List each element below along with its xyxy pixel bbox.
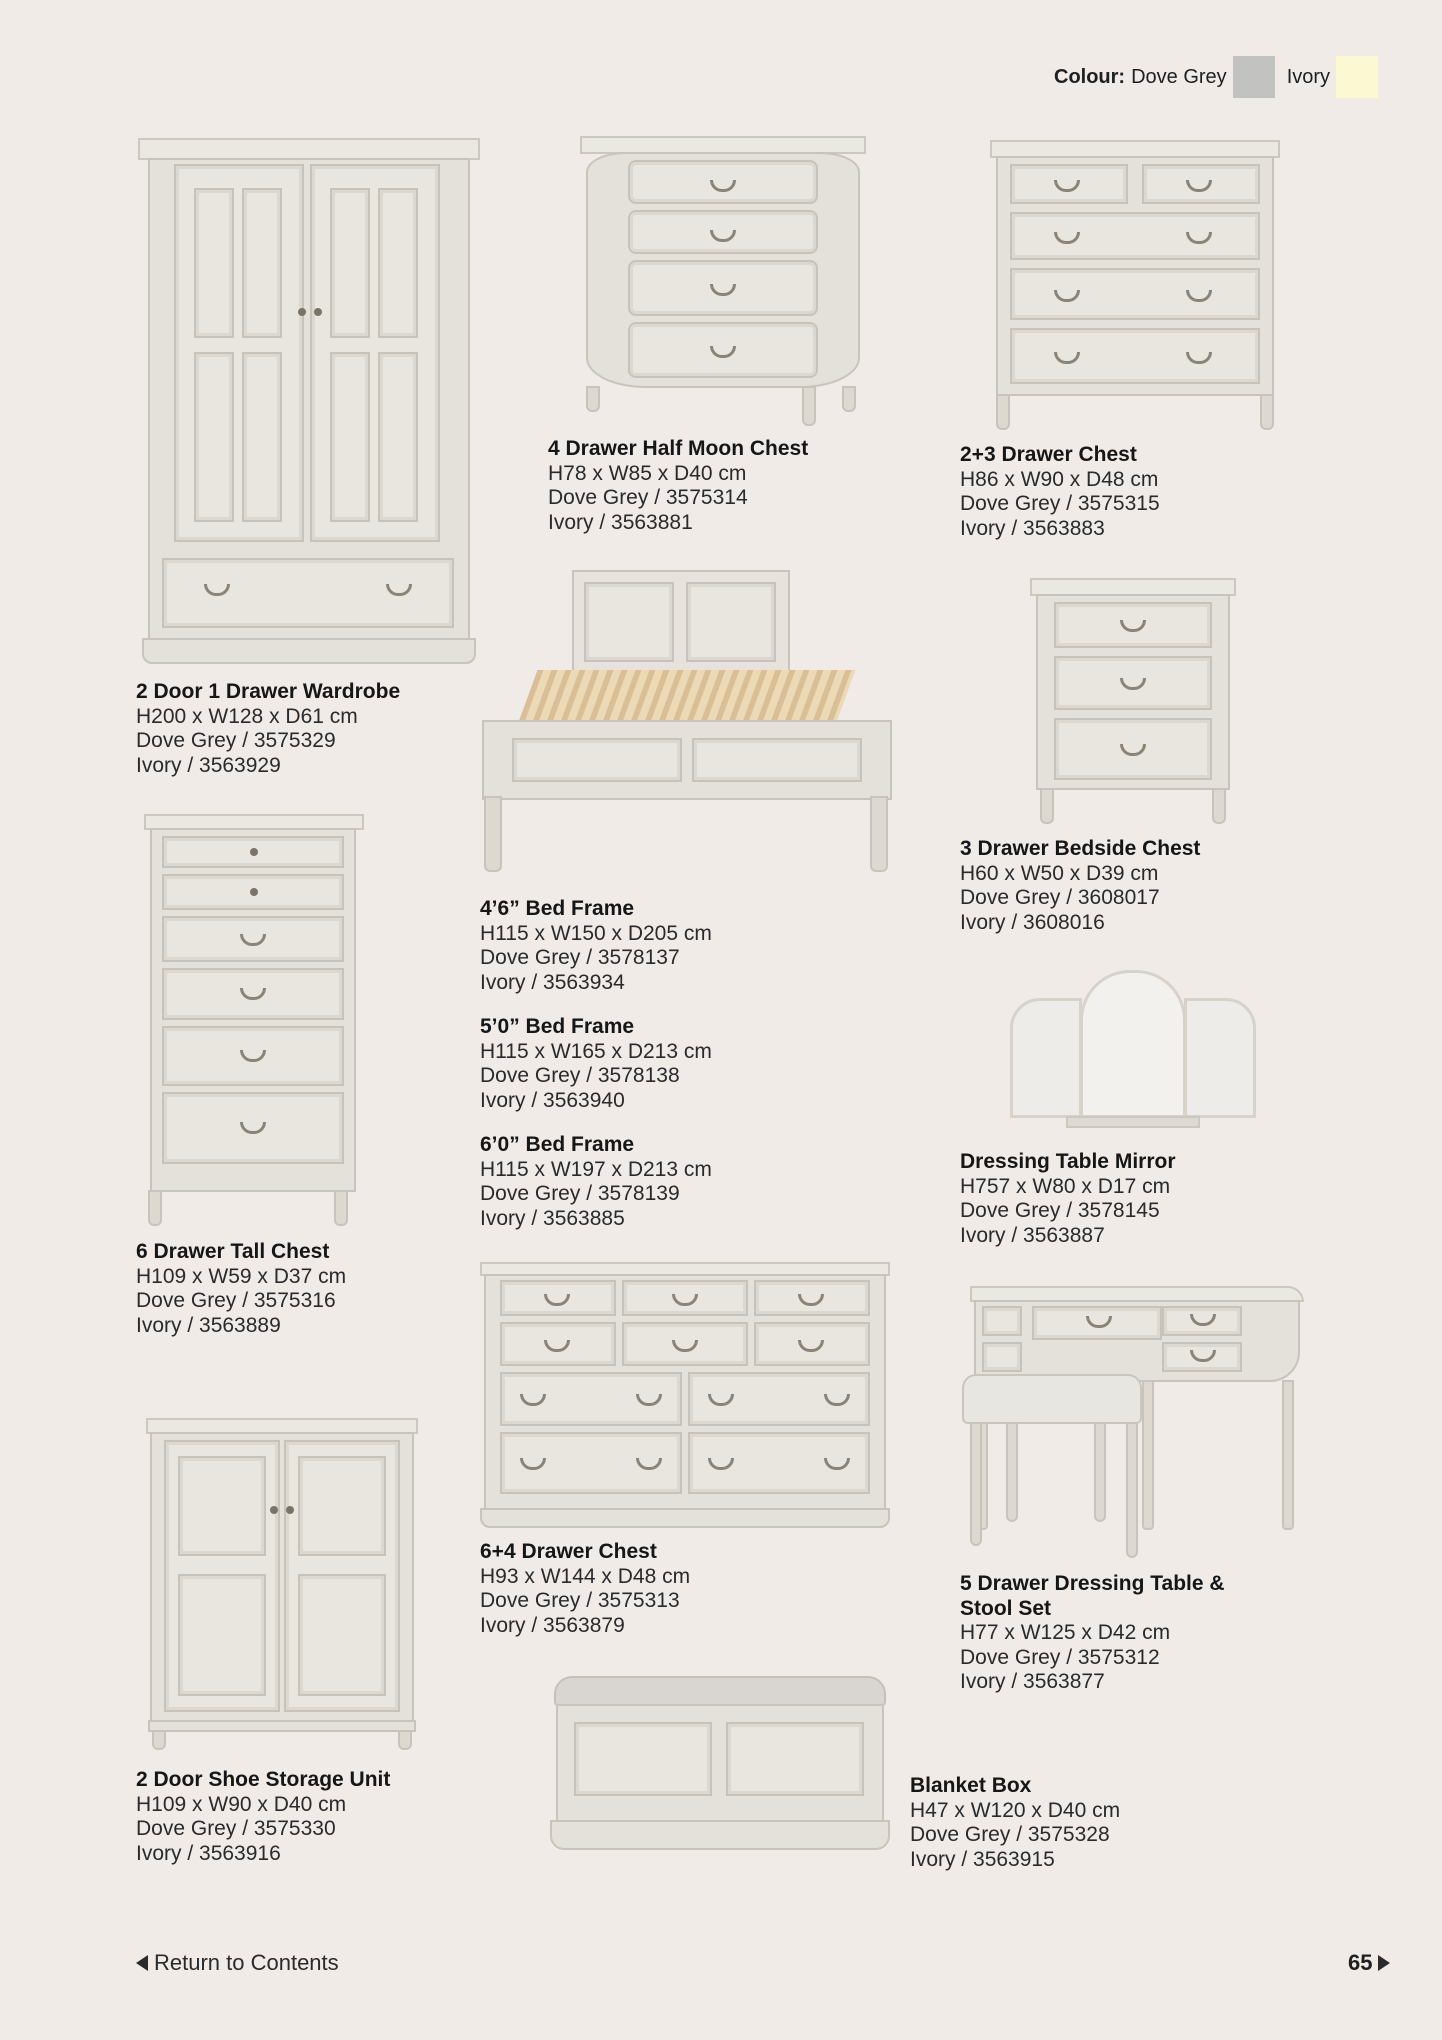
return-to-contents-link[interactable] xyxy=(136,1950,339,1976)
product-dims: H115 x W150 x D205 cm xyxy=(480,921,712,945)
product-dims: H78 x W85 x D40 cm xyxy=(548,461,747,485)
product-dims: H47 x W120 x D40 cm xyxy=(910,1798,1121,1822)
bed-frame-60-caption xyxy=(480,1133,712,1231)
shoe-storage-unit-image xyxy=(146,1418,418,1750)
product-name: 6’0” Bed Frame xyxy=(480,1133,635,1156)
tall-chest-image xyxy=(144,814,364,1228)
product-dims: H757 x W80 x D17 cm xyxy=(960,1174,1171,1198)
tall-chest-caption xyxy=(136,1240,346,1338)
product-code-grey: Dove Grey / 3578145 xyxy=(960,1199,1160,1222)
product-dims: H60 x W50 x D39 cm xyxy=(960,861,1159,885)
colour-label: Colour: xyxy=(1054,65,1126,88)
product-code-grey: Dove Grey / 3578137 xyxy=(480,946,680,969)
product-name-line-2: Stool Set xyxy=(960,1596,1052,1620)
product-code-grey: Dove Grey / 3608017 xyxy=(960,886,1160,909)
two-three-drawer-chest-image xyxy=(990,140,1280,432)
product-code-ivory: Ivory / 3563889 xyxy=(136,1313,281,1337)
arrow-left-icon xyxy=(136,1955,148,1971)
page-number xyxy=(1348,1950,1390,1976)
product-code-grey: Dove Grey / 3578138 xyxy=(480,1064,680,1087)
product-dims: H86 x W90 x D48 cm xyxy=(960,467,1159,491)
product-dims: H115 x W165 x D213 cm xyxy=(480,1039,712,1063)
blanket-box-image xyxy=(550,1676,890,1852)
product-dims: H200 x W128 x D61 cm xyxy=(136,704,358,728)
product-code-grey: Dove Grey / 3575330 xyxy=(136,1817,336,1840)
product-name: Dressing Table Mirror xyxy=(960,1150,1176,1173)
product-dims: H77 x W125 x D42 cm xyxy=(960,1621,1171,1644)
dressing-table-mirror-caption xyxy=(960,1150,1176,1248)
product-dims: H109 x W59 x D37 cm xyxy=(136,1264,347,1288)
return-to-contents-label: Return to Contents xyxy=(154,1950,339,1975)
product-name: Blanket Box xyxy=(910,1774,1032,1797)
bed-frame-46-caption xyxy=(480,897,712,995)
product-code-ivory: Ivory / 3563879 xyxy=(480,1613,625,1637)
product-code-ivory: Ivory / 3563915 xyxy=(910,1847,1055,1871)
swatch-dove-grey[interactable] xyxy=(1233,56,1275,98)
swatch-ivory[interactable] xyxy=(1336,56,1378,98)
product-code-ivory: Ivory / 3563883 xyxy=(960,516,1105,540)
next-page-arrow-icon[interactable] xyxy=(1378,1955,1390,1971)
half-moon-chest-image xyxy=(580,136,866,428)
colour-name-ivory: Ivory xyxy=(1286,65,1331,88)
two-three-drawer-chest-caption xyxy=(960,443,1160,541)
product-name: 2+3 Drawer Chest xyxy=(960,443,1137,466)
bed-frame-image xyxy=(480,570,894,882)
product-name: 4’6” Bed Frame xyxy=(480,897,635,920)
blanket-box-caption xyxy=(910,1774,1120,1872)
product-name: 5 Drawer Dressing Table & xyxy=(960,1572,1225,1595)
product-code-grey: Dove Grey / 3575314 xyxy=(548,486,748,509)
product-name: 2 Door Shoe Storage Unit xyxy=(136,1768,391,1791)
product-code-grey: Dove Grey / 3575313 xyxy=(480,1589,680,1612)
colour-legend xyxy=(1054,56,1384,98)
product-code-grey: Dove Grey / 3575312 xyxy=(960,1645,1160,1669)
product-dims: H115 x W197 x D213 cm xyxy=(480,1157,712,1181)
product-code-ivory: Ivory / 3563885 xyxy=(480,1206,625,1230)
product-code-ivory: Ivory / 3563887 xyxy=(960,1223,1105,1247)
product-code-ivory: Ivory / 3563877 xyxy=(960,1670,1105,1693)
colour-name-dove-grey: Dove Grey xyxy=(1131,65,1227,88)
product-code-ivory: Ivory / 3563881 xyxy=(548,510,693,534)
product-name: 6+4 Drawer Chest xyxy=(480,1540,657,1563)
product-code-ivory: Ivory / 3563940 xyxy=(480,1088,625,1112)
product-name: 6 Drawer Tall Chest xyxy=(136,1240,330,1263)
product-code-grey: Dove Grey / 3575328 xyxy=(910,1823,1110,1846)
product-name: 2 Door 1 Drawer Wardrobe xyxy=(136,680,401,703)
product-code-ivory: Ivory / 3563929 xyxy=(136,753,281,777)
product-dims: H93 x W144 x D48 cm xyxy=(480,1564,691,1588)
six-four-drawer-chest-image xyxy=(480,1262,890,1530)
product-code-ivory: Ivory / 3563934 xyxy=(480,970,625,994)
shoe-storage-unit-caption xyxy=(136,1768,390,1866)
dressing-table-stool-image xyxy=(962,1286,1304,1562)
wardrobe-caption xyxy=(136,680,400,778)
dressing-table-stool-caption xyxy=(960,1572,1225,1695)
bedside-chest-caption xyxy=(960,837,1200,935)
half-moon-chest-caption xyxy=(548,437,808,535)
product-code-grey: Dove Grey / 3575315 xyxy=(960,492,1160,515)
dressing-table-mirror-image xyxy=(1010,970,1256,1130)
product-code-grey: Dove Grey / 3575329 xyxy=(136,729,336,752)
product-code-grey: Dove Grey / 3575316 xyxy=(136,1289,336,1312)
page-number-label: 65 xyxy=(1348,1950,1373,1975)
product-dims: H109 x W90 x D40 cm xyxy=(136,1792,347,1816)
bedside-chest-image xyxy=(1030,578,1236,826)
product-name: 3 Drawer Bedside Chest xyxy=(960,837,1201,860)
wardrobe-image xyxy=(138,138,480,668)
product-code-grey: Dove Grey / 3578139 xyxy=(480,1182,680,1205)
bed-frame-50-caption xyxy=(480,1015,712,1113)
product-name: 4 Drawer Half Moon Chest xyxy=(548,437,809,460)
six-four-drawer-chest-caption xyxy=(480,1540,690,1638)
product-code-ivory: Ivory / 3563916 xyxy=(136,1841,281,1865)
product-name: 5’0” Bed Frame xyxy=(480,1015,635,1038)
product-code-ivory: Ivory / 3608016 xyxy=(960,910,1105,934)
